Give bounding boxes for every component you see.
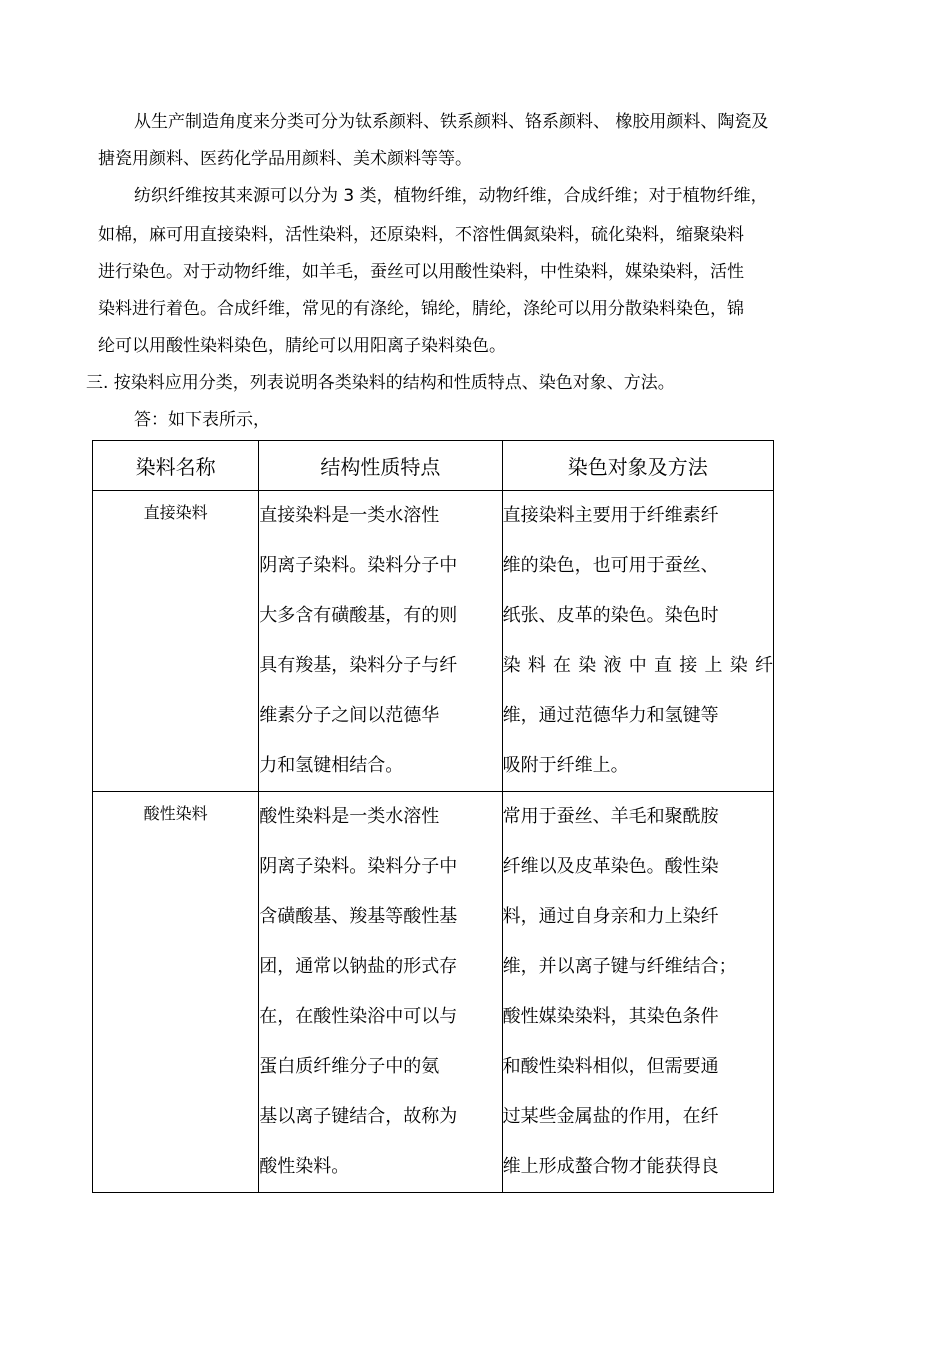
table-row (93, 491, 774, 792)
dye-name: 酸性染料 (143, 804, 208, 823)
method-line: 纤维以及皮革染色。酸性染 (502, 856, 719, 877)
structure-line: 具有羧基，染料分子与纤 (259, 655, 458, 676)
paragraph-2-line-5: 纶可以用酸性染料染色，腈纶可以用阳离子染料染色。 (98, 336, 506, 356)
method-line: 纸张、皮革的染色。染色时 (502, 605, 719, 626)
header-dye-name: 染料名称 (93, 441, 259, 491)
structure-line: 在，在酸性染浴中可以与 (259, 1006, 458, 1027)
structure-cell (259, 491, 502, 792)
structure-line: 阴离子染料。染料分子中 (259, 856, 458, 877)
method-line: 常用于蚕丝、羊毛和聚酰胺 (502, 806, 719, 827)
method-line: 和酸性染料相似，但需要通 (502, 1056, 719, 1077)
structure-line: 含磺酸基、羧基等酸性基 (259, 906, 458, 927)
method-line: 维，并以离子键与纤维结合； (502, 956, 737, 977)
structure-line: 直接染料是一类水溶性 (259, 505, 440, 526)
method-line: 直接染料主要用于纤维素纤 (502, 505, 719, 526)
structure-line: 力和氢键相结合。 (259, 755, 404, 776)
dye-name-cell (93, 792, 259, 1193)
structure-line: 蛋白质纤维分子中的氨 (259, 1056, 440, 1077)
dye-name: 直接染料 (143, 503, 208, 522)
dye-name-cell (93, 491, 259, 792)
answer-intro: 答：如下表所示， (134, 410, 270, 430)
paragraph-1-line-1: 从生产制造角度来分类可分为钛系颜料、铁系颜料、铬系颜料、 橡胶用颜料、陶瓷及 (134, 112, 769, 132)
structure-line: 维素分子之间以范德华 (259, 705, 440, 726)
paragraph-2-line-4: 染料进行着色。合成纤维，常见的有涤纶，锦纶，腈纶，涤纶可以用分散染料染色，锦 (98, 299, 744, 319)
method-line: 维，通过范德华力和氢键等 (502, 705, 719, 726)
paragraph-2-line-1: 纺织纤维按其来源可以分为 3 类，植物纤维，动物纤维，合成纤维；对于植物纤维， (134, 186, 768, 206)
structure-line: 酸性染料。 (259, 1156, 350, 1177)
dye-classification-table (92, 440, 774, 1193)
paragraph-1-line-2: 搪瓷用颜料、医药化学品用颜料、美术颜料等等。 (98, 149, 472, 169)
structure-line: 阴离子染料。染料分子中 (259, 555, 458, 576)
method-line: 维的染色，也可用于蚕丝、 (502, 555, 719, 576)
header-structure: 结构性质特点 (259, 441, 502, 491)
method-cell (502, 792, 773, 1193)
method-cell (502, 491, 773, 792)
question-3: 三. 按染料应用分类，列表说明各类染料的结构和性质特点、染色对象、方法。 (86, 373, 675, 393)
method-line: 过某些金属盐的作用，在纤 (502, 1106, 719, 1127)
table-header-row (93, 441, 774, 491)
method-line: 维上形成螯合物才能获得良 (502, 1156, 719, 1177)
method-line: 染料在染液中直接上染纤 (502, 655, 773, 676)
structure-line: 大多含有磺酸基，有的则 (259, 605, 458, 626)
method-line: 吸附于纤维上。 (502, 755, 629, 776)
header-method: 染色对象及方法 (502, 441, 773, 491)
method-line: 料，通过自身亲和力上染纤 (502, 906, 719, 927)
structure-line: 团，通常以钠盐的形式存 (259, 956, 458, 977)
table-row (93, 792, 774, 1193)
structure-cell (259, 792, 502, 1193)
paragraph-2-line-2: 如棉，麻可用直接染料，活性染料，还原染料，不溶性偶氮染料，硫化染料，缩聚染料 (98, 225, 744, 245)
paragraph-2-line-3: 进行染色。对于动物纤维，如羊毛，蚕丝可以用酸性染料，中性染料，媒染染料，活性 (98, 262, 744, 282)
structure-line: 酸性染料是一类水溶性 (259, 806, 440, 827)
structure-line: 基以离子键结合，故称为 (259, 1106, 458, 1127)
method-line: 酸性媒染染料，其染色条件 (502, 1006, 719, 1027)
